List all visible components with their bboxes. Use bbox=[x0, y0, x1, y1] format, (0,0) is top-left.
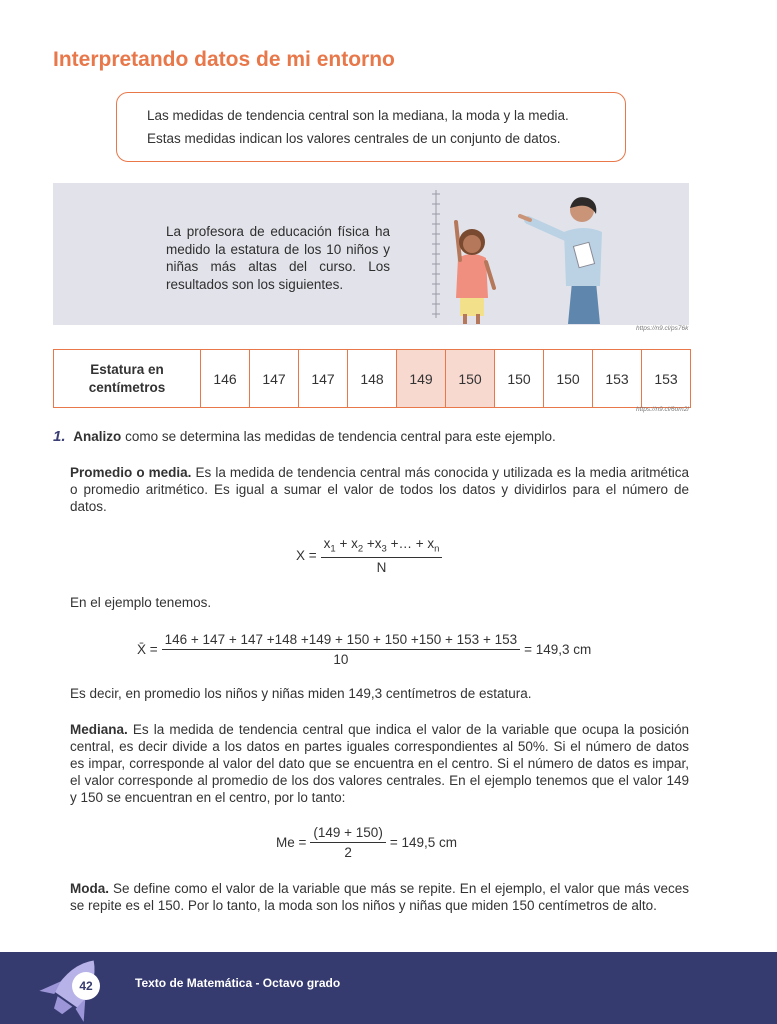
mediana-paragraph bbox=[70, 721, 689, 806]
mean-formula-numerator: $x_1 + x_2 +x_3$ +… + $x_n$ bbox=[321, 536, 443, 558]
median-formula-fraction bbox=[310, 825, 385, 860]
table-cell: 150 bbox=[544, 350, 593, 408]
moda-term: Moda. bbox=[70, 881, 109, 896]
median-formula-result: = 149,5 cm bbox=[389, 835, 457, 850]
banner-source-link[interactable]: https://n9.cl/ps76k bbox=[636, 325, 689, 332]
mean-example-lhs: X̄ = bbox=[137, 642, 158, 657]
mean-example-fraction bbox=[162, 632, 520, 667]
median-formula-numerator: (149 + 150) bbox=[310, 825, 385, 843]
mediana-term: Mediana. bbox=[70, 722, 128, 737]
mean-example-numerator: 146 + 147 + 147 +148 +149 + 150 + 150 +150 + 153 + 153 bbox=[162, 632, 520, 650]
page-title: Interpretando datos de mi entorno bbox=[53, 48, 395, 71]
example-intro: En el ejemplo tenemos. bbox=[70, 595, 212, 610]
teacher-measuring-student-illustration bbox=[408, 186, 608, 324]
table-cell: 153 bbox=[593, 350, 642, 408]
question-verb: Analizo bbox=[73, 429, 122, 444]
table-cell-highlighted: 149 bbox=[397, 350, 446, 408]
table-cell: 153 bbox=[642, 350, 691, 408]
mean-formula bbox=[296, 536, 446, 575]
mean-conclusion: Es decir, en promedio los niños y niñas miden 149,3 centímetros de estatura. bbox=[70, 686, 532, 701]
page-footer bbox=[0, 952, 777, 1024]
table-cell: 147 bbox=[250, 350, 299, 408]
intro-line-1: Las medidas de tendencia central son la mediana, la moda y la media. bbox=[147, 108, 569, 123]
moda-paragraph bbox=[70, 880, 689, 914]
mean-example-formula bbox=[137, 632, 591, 667]
question-1 bbox=[53, 428, 556, 445]
intro-box bbox=[116, 92, 626, 162]
table-cell: 148 bbox=[348, 350, 397, 408]
illustration-banner bbox=[53, 183, 689, 332]
media-paragraph bbox=[70, 464, 689, 515]
table-cell: 150 bbox=[495, 350, 544, 408]
table-source-link[interactable]: https://n9.cl/6om2l bbox=[636, 406, 689, 413]
median-formula-lhs: Me = bbox=[276, 835, 307, 850]
banner-text: La profesora de educación física ha medido la estatura de los 10 niños y niñas más altas del curso. Los resultados son los siguientes. bbox=[166, 224, 390, 292]
mean-formula-denominator: N bbox=[376, 559, 387, 575]
table-row bbox=[54, 350, 691, 408]
mean-example-result: = 149,3 cm bbox=[524, 642, 592, 657]
table-cell: 146 bbox=[201, 350, 250, 408]
mean-formula-fraction bbox=[321, 536, 443, 575]
page-number: 42 bbox=[72, 972, 100, 1000]
intro-line-2: Estas medidas indican los valores centrales de un conjunto de datos. bbox=[147, 131, 561, 146]
question-number: 1. bbox=[53, 428, 66, 445]
mediana-text: Es la medida de tendencia central que indica el valor de la variable que ocupa la posición central, es decir divide a los datos en partes iguales correspondientes al 50%. Si el número de datos es impar, corresponde al valor del dato que se encuentra en el centro. Si el número de datos es impar, el valor corresponde al promedio de los dos valores centrales. En el ejemplo tenemos que el valor 149 y 150 se encuentran en el centro, por lo tanto: bbox=[70, 722, 689, 805]
mean-formula-lhs: X = bbox=[296, 547, 317, 563]
table-cell: 147 bbox=[299, 350, 348, 408]
question-text: como se determina las medidas de tendencia central para este ejemplo. bbox=[125, 429, 556, 444]
height-data-table bbox=[53, 349, 691, 408]
mean-example-denominator: 10 bbox=[333, 652, 349, 667]
median-formula bbox=[276, 825, 457, 860]
table-cell-highlighted: 150 bbox=[446, 350, 495, 408]
media-term: Promedio o media. bbox=[70, 465, 192, 480]
footer-title: Texto de Matemática - Octavo grado bbox=[135, 976, 341, 990]
media-text: Es la medida de tendencia central más conocida y utilizada es la media aritmética o promedio aritmético. Es igual a sumar el valor de todos los datos y dividirlos para el número de datos. bbox=[70, 465, 689, 514]
median-formula-denominator: 2 bbox=[344, 845, 352, 860]
table-header: Estatura en centímetros bbox=[54, 350, 201, 408]
moda-text: Se define como el valor de la variable que más se repite. En el ejemplo, el valor que más veces se repite es el 150. Por lo tanto, la moda son los niños y niñas que miden 150 centímetros de alto. bbox=[70, 881, 689, 913]
